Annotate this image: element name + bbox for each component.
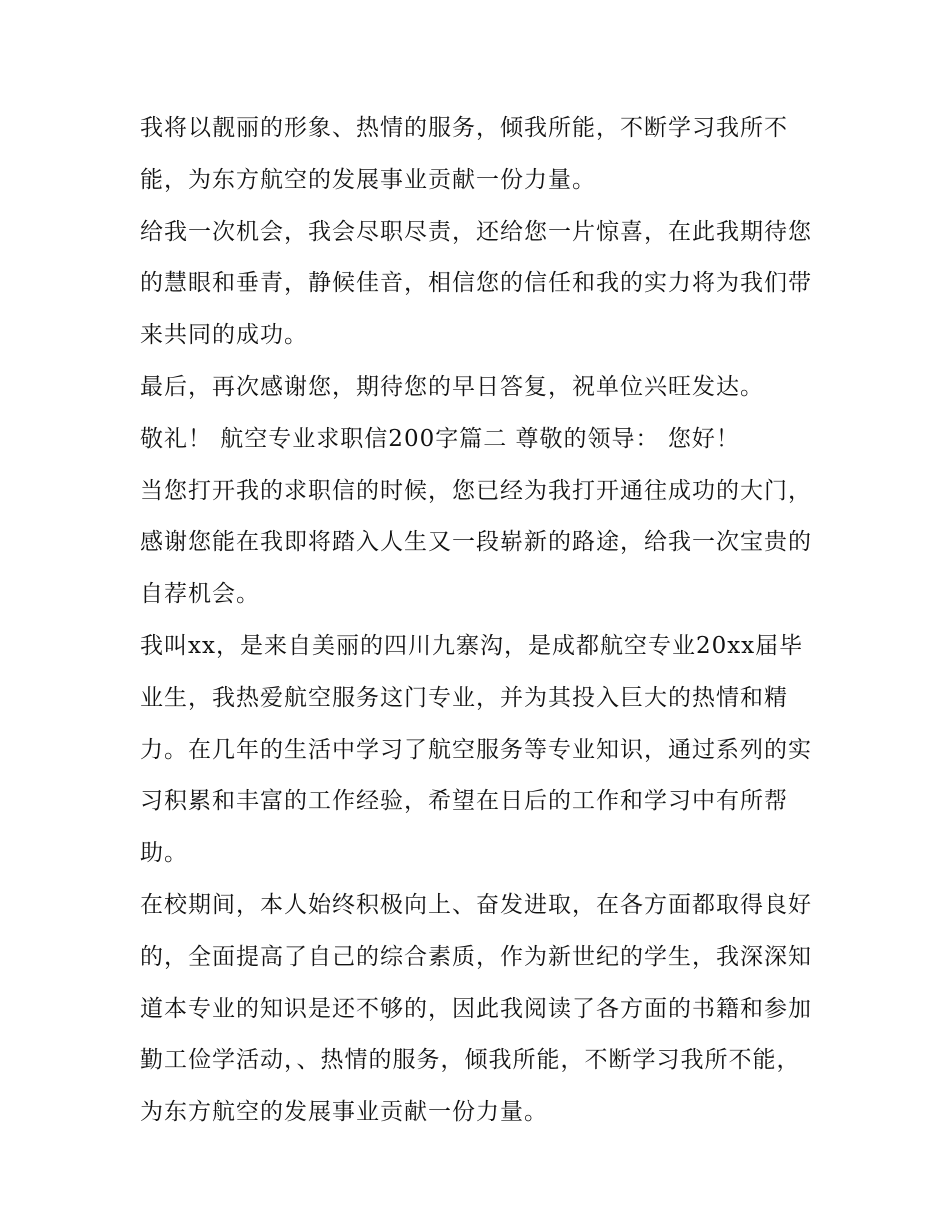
document-body xyxy=(140,103,812,1139)
paragraph-final-thanks: 最后，再次感谢您，期待您的早日答复，祝单位兴旺发达。 xyxy=(140,373,764,400)
paragraph-introduction: 我叫xx，是来自美丽的四川九寨沟，是成都航空专业20xx届毕业生，我热爱航空服务这门专业，并为其投入巨大的热情和精力。在几年的生活中学习了航空服务等专业知识，通过系列的实习积累和丰富的工作经验，希望在日后的工作和学习中有所帮助。 xyxy=(140,632,812,867)
paragraph-school-experience: 在校期间，本人始终积极向上、奋发进取，在各方面都取得良好的，全面提高了自己的综合素质，作为新世纪的学生，我深深知道本专业的知识是还不够的，因此我阅读了各方面的书籍和参加勤工俭学活动，、热情的服务，倾我所能，不断学习我所不能，为东方航空的发展事业贡献一份力量。 xyxy=(140,891,812,1126)
paragraph-opportunity-request: 给我一次机会，我会尽职尽责，还给您一片惊喜，在此我期待您的慧眼和垂青，静候佳音，相信您的信任和我的实力将为我们带来共同的成功。 xyxy=(140,218,812,349)
paragraph-salutation-heading: 敬礼！ 航空专业求职信200字篇二 尊敬的领导： 您好！ xyxy=(140,425,740,452)
paragraph-closing-commitment: 我将以靓丽的形象、热情的服务，倾我所能，不断学习我所不能，为东方航空的发展事业贡献一份力量。 xyxy=(140,115,788,193)
paragraph-opening: 当您打开我的求职信的时候，您已经为我打开通往成功的大门，感谢您能在我即将踏入人生又一段崭新的路途，给我一次宝贵的自荐机会。 xyxy=(140,477,812,608)
